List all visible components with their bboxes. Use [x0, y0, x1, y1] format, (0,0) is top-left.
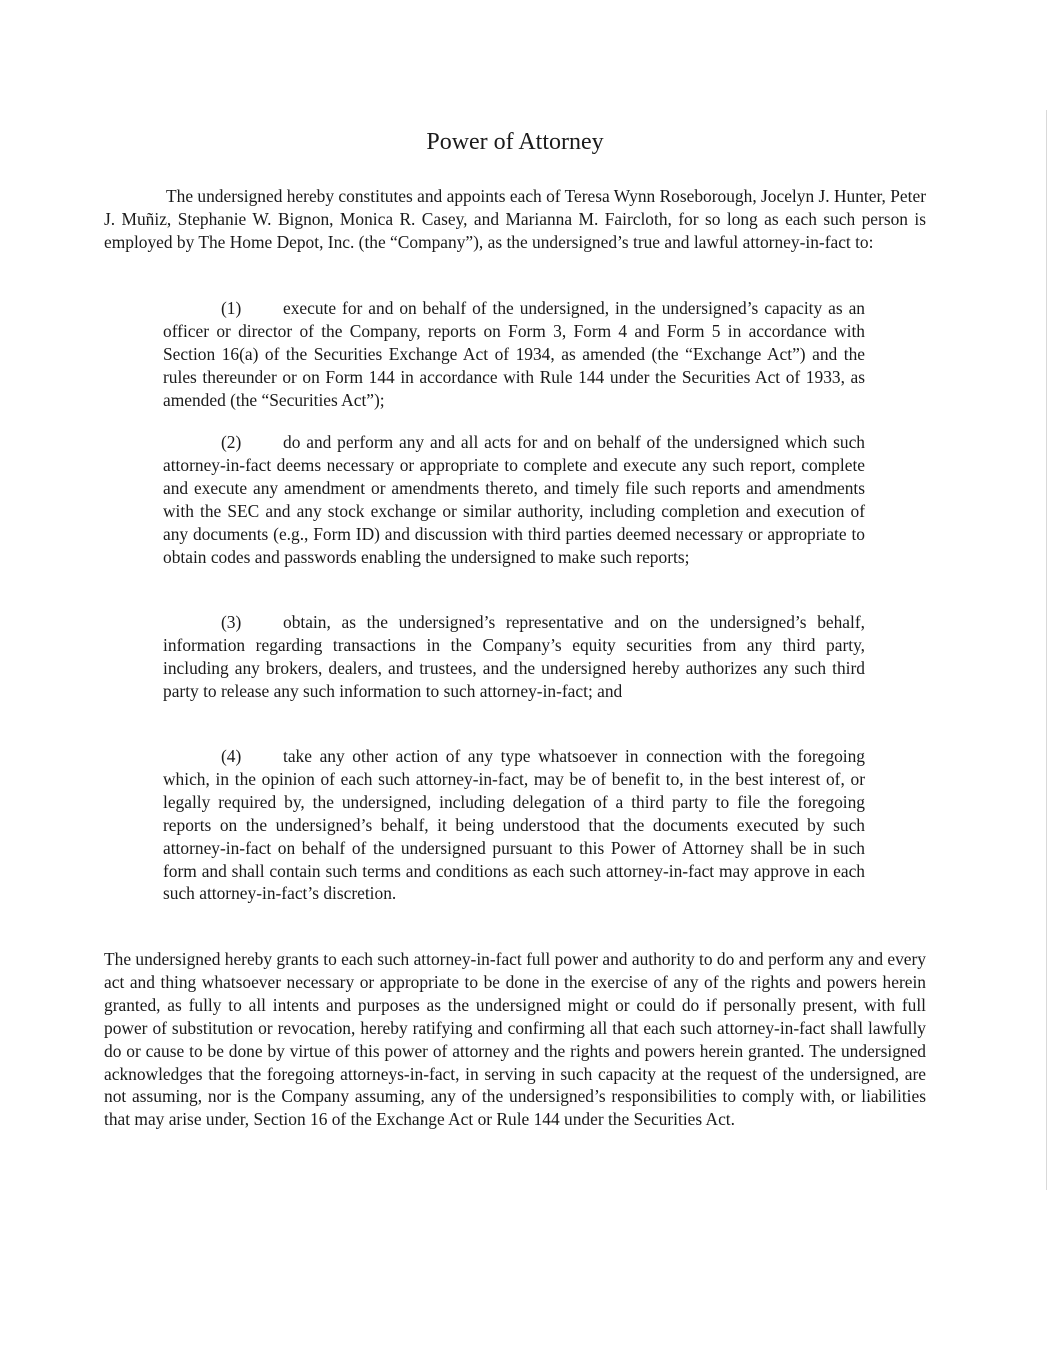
list-item [163, 611, 865, 703]
item-number: (1) [221, 298, 242, 318]
list-item [163, 745, 865, 905]
item-text: do and perform any and all acts for and on behalf of the undersigned which such attorney-in-fact deems necessary or appropriate to complete and execute any such report, complete and execute any amendment or amendments thereto, and timely file such reports and amendments with the SEC and any stock exchange or similar authority, including completion and execution of any documents (e.g., Form ID) and discussion with third parties deemed necessary or appropriate to obtain codes and passwords enabling the undersigned to make such reports; [163, 432, 865, 567]
item-number: (2) [221, 432, 242, 452]
closing-paragraph: The undersigned hereby grants to each such attorney-in-fact full power and authority to do and perform any and every act and thing whatsoever necessary or appropriate to be done in the exercise of any of the rights and powers herein granted, as fully to all intents and purposes as the undersigned might or could do if personally present, with full power of substitution or revocation, hereby ratifying and confirming all that each such attorney-in-fact shall lawfully do or cause to be done by virtue of this power of attorney and the rights and powers herein granted. The undersigned acknowledges that the foregoing attorneys-in-fact, in serving in such capacity at the request of the undersigned, are not assuming, nor is the Company assuming, any of the undersigned’s responsibilities to comply with, or liabilities that may arise under, Section 16 of the Exchange Act or Rule 144 under the Securities Act. [104, 949, 926, 1130]
scan-edge-line [1046, 110, 1047, 1190]
item-number: (4) [221, 746, 242, 766]
item-number: (3) [221, 612, 242, 632]
intro-paragraph: The undersigned hereby constitutes and appoints each of Teresa Wynn Roseborough, Jocelyn J. Hunter, Peter J. Muñiz, Stephanie W. Bignon, Monica R. Casey, and Marianna M. Faircloth, for so long as each such person is employed by The Home Depot, Inc. (the “Company”), as the undersigned’s true and lawful attorney-in-fact to: [104, 186, 926, 252]
item-text: take any other action of any type whatsoever in connection with the foregoing which, in the opinion of each such attorney-in-fact, may be of benefit to, in the best interest of, or legally required by, the undersigned, including delegation of a third party to file the foregoing reports on the undersigned’s behalf, it being understood that the documents executed by such attorney-in-fact on behalf of the undersigned pursuant to this Power of Attorney shall be in such form and shall contain such terms and conditions as each such attorney-in-fact may approve in each such attorney-in-fact’s discretion. [163, 746, 865, 904]
item-text: obtain, as the undersigned’s representative and on the undersigned’s behalf, information regarding transactions in the Company’s equity securities from any third party, including any brokers, dealers, and trustees, and the undersigned hereby authorizes any such third party to release any such information to such attorney-in-fact; and [163, 612, 865, 701]
list-item [163, 297, 865, 412]
item-text: execute for and on behalf of the undersigned, in the undersigned’s capacity as an officer or director of the Company, reports on Form 3, Form 4 and Form 5 in accordance with Section 16(a) of the Securities Exchange Act of 1934, as amended (the “Exchange Act”) and the rules thereunder or on Form 144 in accordance with Rule 144 under the Securities Act of 1933, as amended (the “Securities Act”); [163, 298, 865, 410]
document-title: Power of Attorney [426, 129, 604, 155]
list-item [163, 431, 865, 568]
